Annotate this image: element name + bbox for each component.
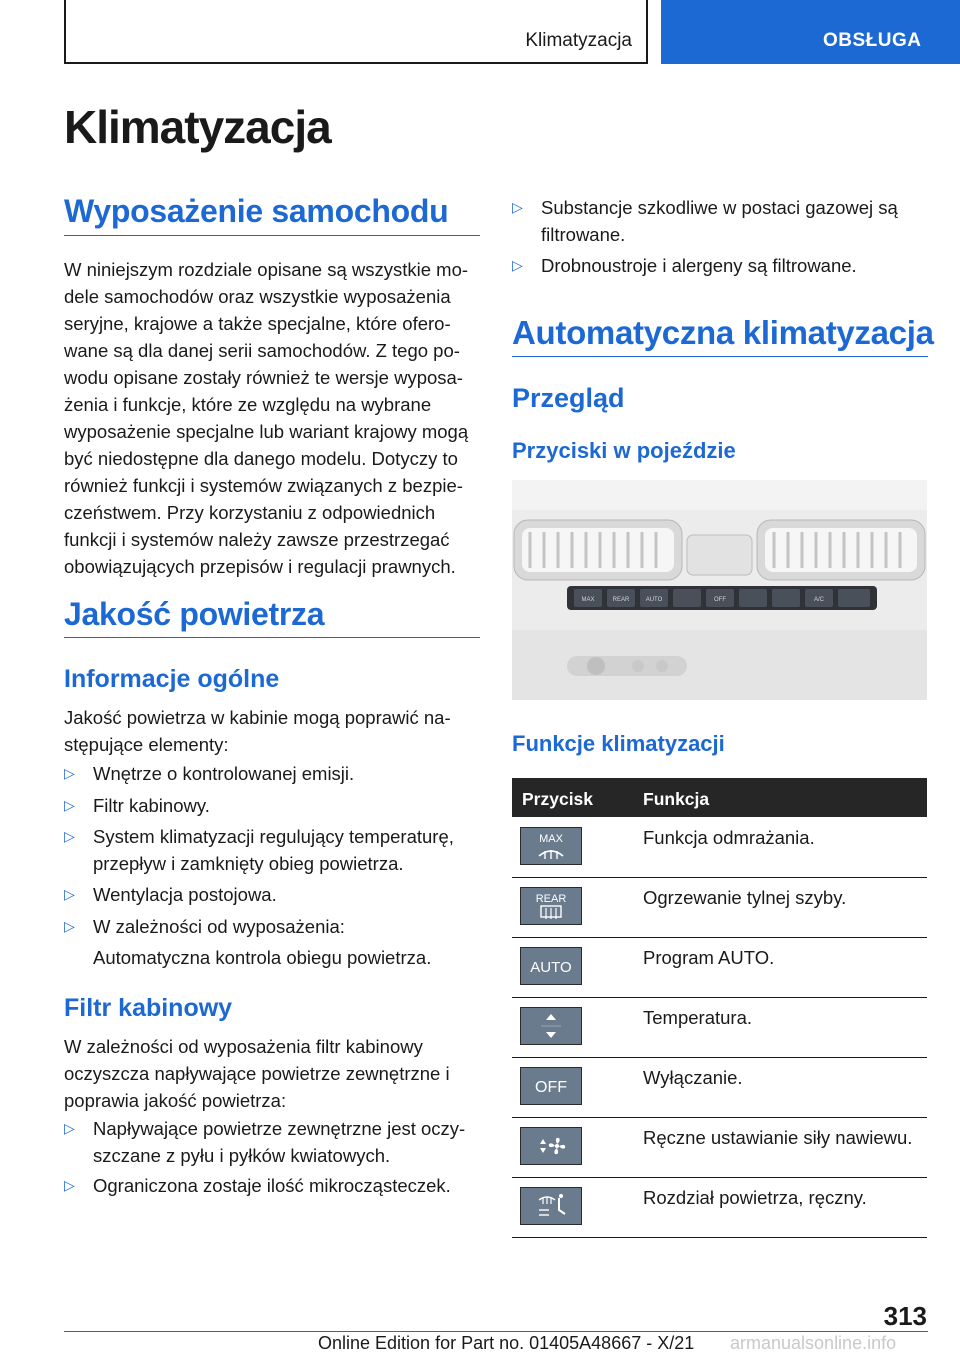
text-line: szczane z pyłu i pyłków kwiatowych.	[93, 1145, 391, 1166]
table-header	[512, 778, 927, 817]
subheading-filtr-kabinowy: Filtr kabinowy	[64, 994, 233, 1022]
air-distribution-glyph	[521, 1188, 581, 1224]
bullet-text: Ograniczona zostaje ilość mikrocząsteczek.	[93, 1175, 451, 1196]
bullet-text	[541, 194, 898, 248]
bullet-text: Drobnoustroje i alergeny są filtrowane.	[541, 255, 857, 276]
bullet-triangle-icon: ▷	[512, 257, 523, 273]
text-line: Jakość powietrza w kabinie mogą poprawić na-	[64, 707, 451, 728]
paragraph-filtr	[64, 1033, 484, 1114]
table-row	[512, 877, 927, 938]
off-icon	[520, 1067, 582, 1105]
table-row	[512, 1117, 927, 1178]
text-line: Substancje szkodliwe w postaci gazowej są	[541, 197, 898, 218]
climate-panel-illustration	[512, 480, 927, 700]
bullet-triangle-icon: ▷	[64, 1177, 75, 1193]
fan-speed-icon	[520, 1127, 582, 1165]
photo-button-label: MAX	[581, 597, 595, 603]
text-line: seryjne, krajowe a także specjalne, które ofero-	[64, 313, 451, 334]
function-text: Funkcja odmrażania.	[643, 827, 815, 848]
bullet-triangle-icon: ▷	[64, 886, 75, 902]
text-line: przepływ i zamknięty obieg powietrza.	[93, 853, 404, 874]
temperature-up-down-glyph	[521, 1008, 581, 1044]
text-line: obowiązujących przepisów i regulacji prawnych.	[64, 556, 456, 577]
max-defrost-icon	[520, 827, 582, 865]
footer-rule	[64, 1331, 928, 1332]
bullet-text	[93, 1115, 465, 1169]
text-line: oczyszcza napływające powietrze zewnętrzne i	[64, 1063, 450, 1084]
function-text: Temperatura.	[643, 1007, 752, 1028]
paragraph-wyposazenie	[64, 256, 484, 580]
function-text: Rozdział powietrza, ręczny.	[643, 1187, 867, 1208]
photo-button-label: OFF	[714, 597, 726, 603]
bullet-triangle-icon: ▷	[64, 918, 75, 934]
svg-text:OFF: OFF	[535, 1079, 567, 1096]
paragraph-intro	[64, 704, 484, 758]
header-section-box	[64, 0, 648, 64]
heading-automatyczna-klimatyzacja: Automatyczna klimatyzacja	[512, 314, 934, 351]
table-row	[512, 937, 927, 998]
text-line: stępujące elementy:	[64, 734, 229, 755]
fan-speed-glyph	[521, 1128, 581, 1164]
bullet-text: Filtr kabinowy.	[93, 795, 210, 816]
bullet-triangle-icon: ▷	[64, 828, 75, 844]
page-title: Klimatyzacja	[64, 101, 331, 153]
text-line: W niniejszym rozdziale opisane są wszystkie mo-	[64, 259, 469, 280]
text-line: czeństwem. Przy korzystaniu z odpowiednich	[64, 502, 436, 523]
page-number: 313	[883, 1301, 927, 1331]
header-section-title: Klimatyzacja	[525, 30, 632, 51]
rear-window-heat-icon	[520, 887, 582, 925]
table-row	[512, 817, 927, 878]
text-line: dele samochodów oraz wszystkie wyposażenia	[64, 286, 451, 307]
photo-button-label: AUTO	[645, 597, 663, 603]
heading-rule	[64, 637, 480, 638]
text-line: również funkcji i systemów związanych z bezpie-	[64, 475, 463, 496]
air-distribution-icon	[520, 1187, 582, 1225]
subheading-przyciski: Przyciski w pojeździe	[512, 438, 736, 463]
photo-button-label: A/C	[813, 597, 825, 603]
watermark: armanualsonline.info	[730, 1333, 897, 1353]
subheading-informacje-ogolne: Informacje ogólne	[64, 665, 280, 693]
svg-text:AUTO: AUTO	[530, 959, 572, 976]
subheading-przeglad: Przegląd	[512, 383, 625, 413]
text-line: Napływające powietrze zewnętrzne jest oczy-	[93, 1118, 466, 1139]
text-line: System klimatyzacji regulujący temperaturę,	[93, 826, 454, 847]
header-cell-przycisk: Przycisk	[522, 789, 594, 809]
table-row	[512, 1177, 927, 1238]
max-defrost-glyph	[521, 828, 581, 864]
heading-wyposazenie: Wyposażenie samochodu	[64, 193, 449, 229]
function-text: Ręczne ustawianie siły nawiewu.	[643, 1127, 913, 1148]
text-line: żenia i funkcje, które ze względu na wybrane	[64, 394, 432, 415]
bullet-triangle-icon: ▷	[64, 765, 75, 781]
text-line: wodu opisane zostały również te wersje wyposa-	[64, 367, 463, 388]
text-line: wane są dla danej serii samochodów. Z tego po-	[64, 340, 460, 361]
svg-text:REAR: REAR	[535, 893, 567, 905]
table-row	[512, 997, 927, 1058]
bullet-triangle-icon: ▷	[512, 199, 523, 215]
header-cell-funkcja: Funkcja	[643, 789, 710, 809]
footer-edition: Online Edition for Part no. 01405A48667 - X/21	[318, 1333, 695, 1353]
bullet-text	[93, 913, 431, 971]
auto-program-glyph	[521, 948, 581, 984]
bullet-triangle-icon: ▷	[64, 1120, 75, 1136]
header-chapter-label: OBSŁUGA	[823, 30, 922, 51]
bullet-triangle-icon: ▷	[64, 797, 75, 813]
bullet-text	[93, 823, 454, 877]
photo-button-label: REAR	[612, 597, 630, 603]
table-row	[512, 1057, 927, 1118]
auto-program-icon	[520, 947, 582, 985]
bullet-text: Wnętrze o kontrolowanej emisji.	[93, 763, 355, 784]
function-text: Ogrzewanie tylnej szyby.	[643, 887, 847, 908]
text-line: filtrowane.	[541, 224, 626, 245]
text-line: wyposażenie specjalne lub wariant krajowy mogą	[64, 421, 469, 442]
text-line: Automatyczna kontrola obiegu powietrza.	[93, 947, 432, 968]
svg-text:MAX: MAX	[539, 833, 563, 845]
text-line: W zależności od wyposażenia:	[93, 916, 345, 937]
table-title: Funkcje klimatyzacji	[512, 731, 725, 756]
function-text: Wyłączanie.	[643, 1067, 743, 1088]
text-line: funkcji i systemów należy zawsze przestrzegać	[64, 529, 450, 550]
heading-jakosc-powietrza: Jakość powietrza	[64, 596, 325, 632]
temperature-up-down-icon	[520, 1007, 582, 1045]
off-glyph	[521, 1068, 581, 1104]
text-line: poprawia jakość powietrza:	[64, 1090, 287, 1111]
bullet-text: Wentylacja postojowa.	[93, 884, 277, 905]
climate-panel-photo	[512, 480, 927, 700]
text-line: być niedostępne dla danego modelu. Dotyczy to	[64, 448, 458, 469]
heading-rule	[64, 235, 480, 236]
function-text: Program AUTO.	[643, 947, 775, 968]
heading-rule	[512, 356, 928, 357]
header-chapter-tab	[661, 0, 960, 64]
text-line: W zależności od wyposażenia filtr kabinowy	[64, 1036, 423, 1057]
rear-window-heat-glyph	[521, 888, 581, 924]
